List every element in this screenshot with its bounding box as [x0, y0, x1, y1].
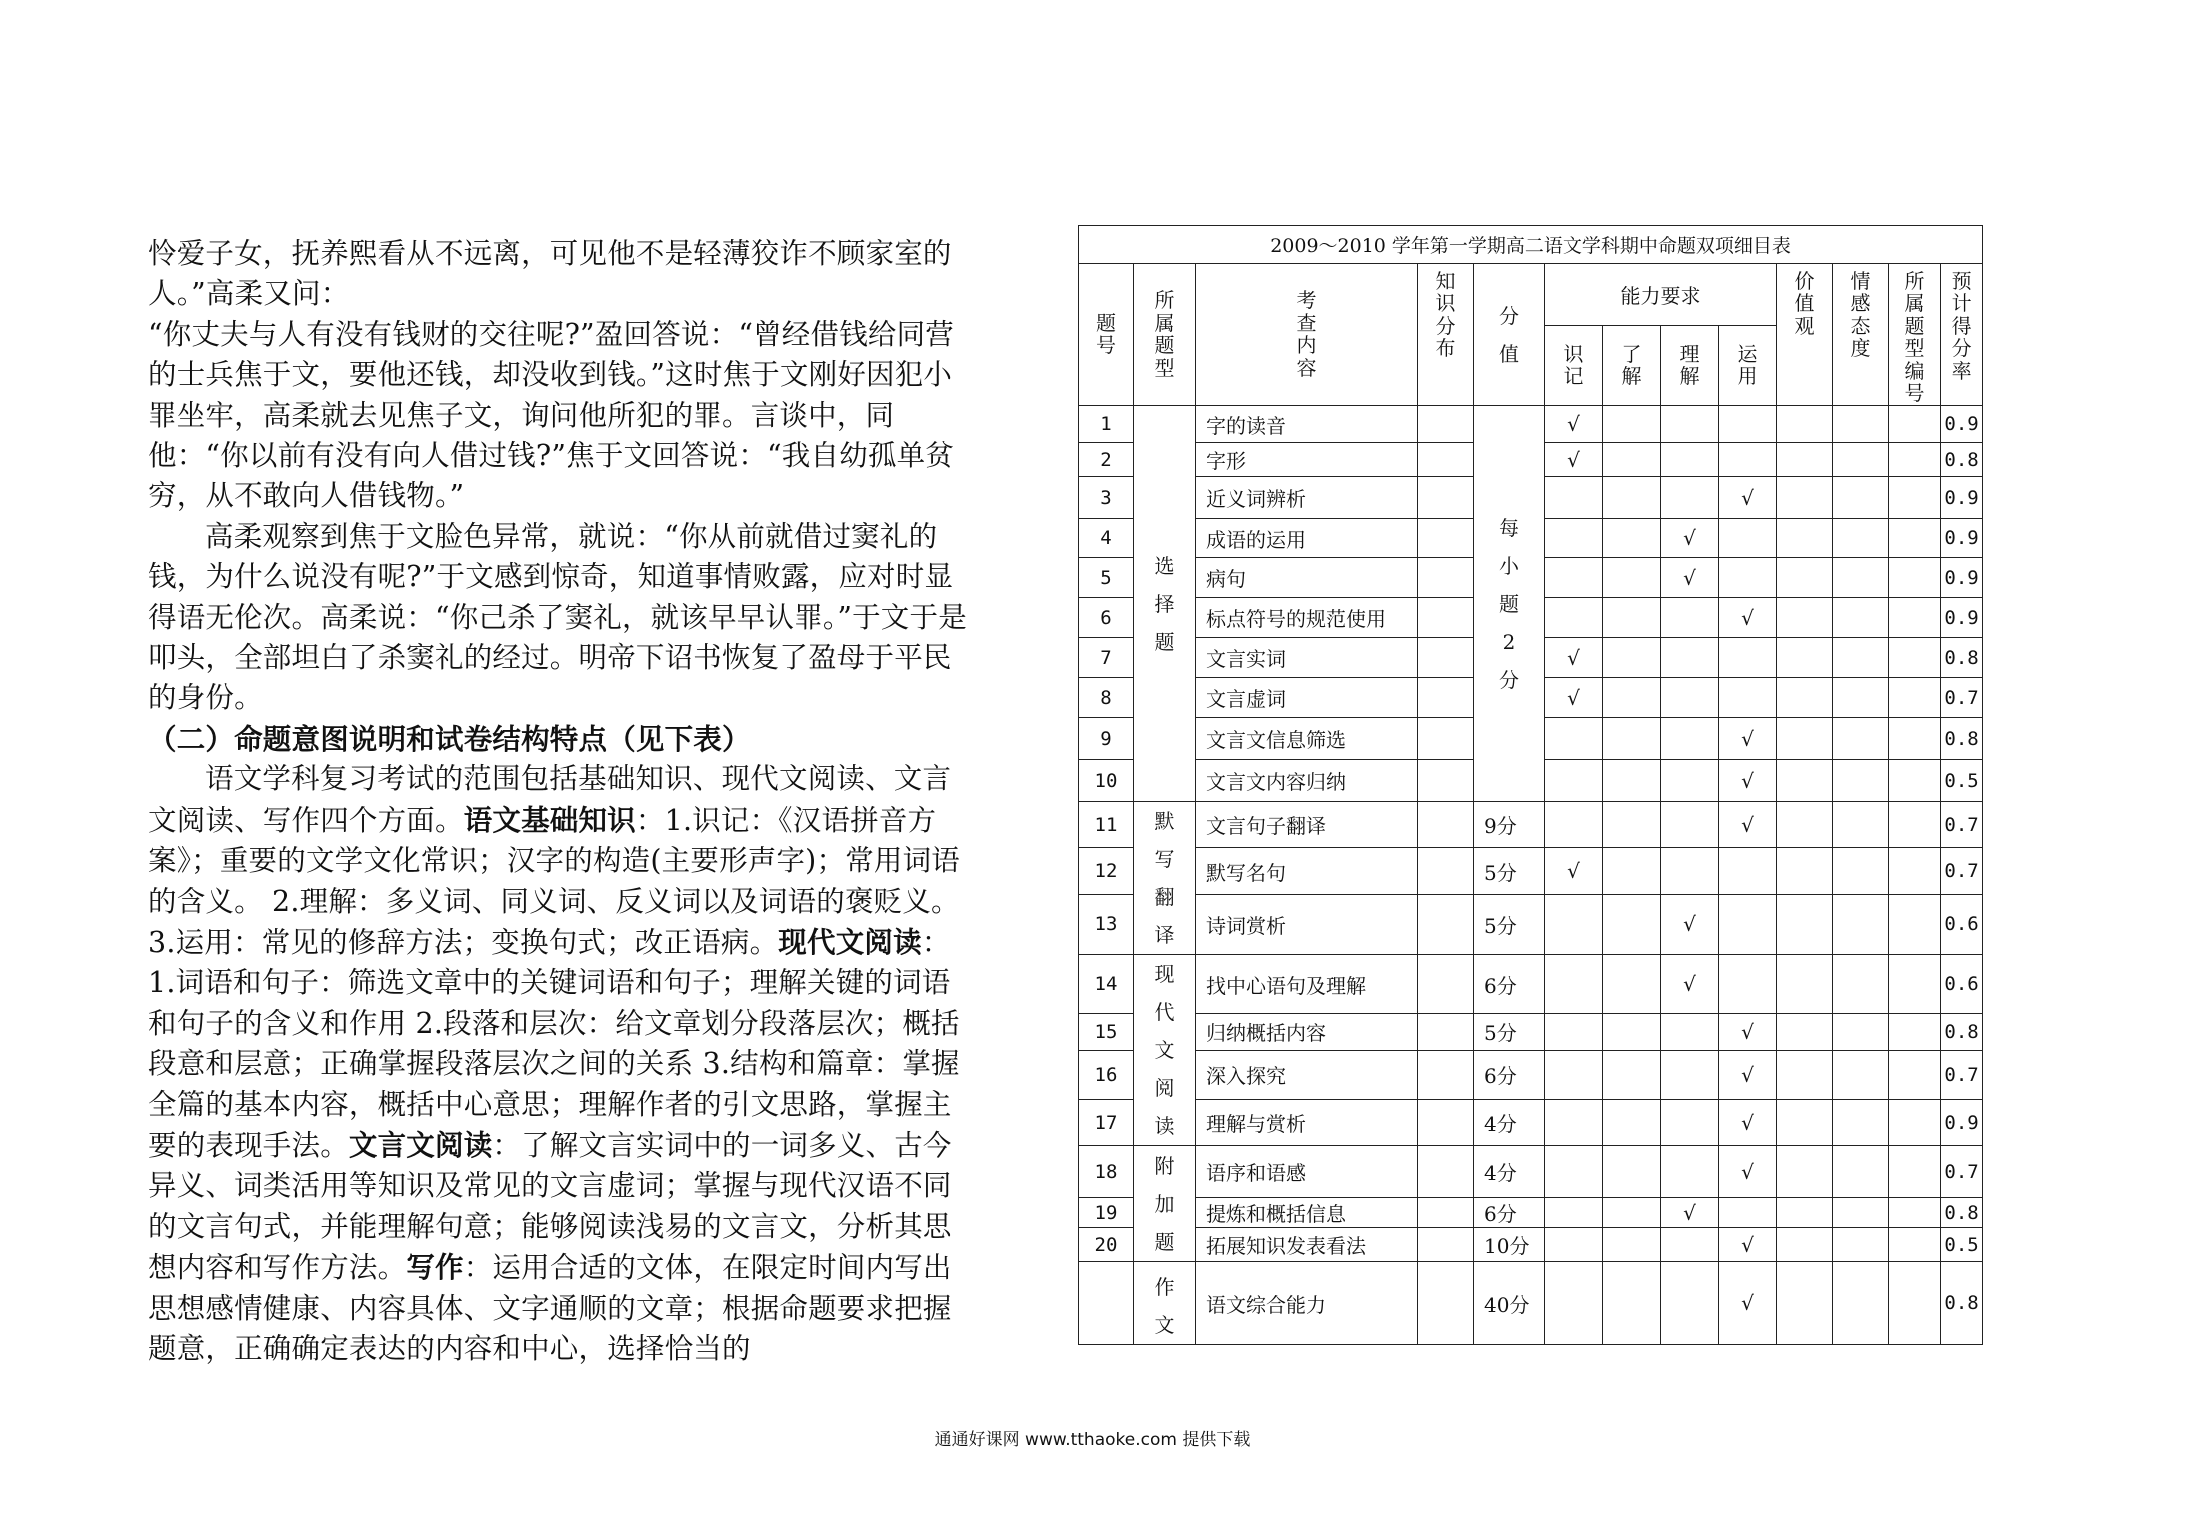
p4-bold-basic: 语文基础知识: [463, 802, 636, 837]
row-score: 6分: [1474, 955, 1545, 1014]
row-ability-know: [1603, 598, 1661, 638]
row-ability-recall: [1545, 955, 1603, 1014]
row-ability-recall: √: [1545, 638, 1603, 678]
row-num: 7: [1079, 638, 1134, 678]
row-values: [1777, 1228, 1833, 1262]
row-ability-understand: [1661, 718, 1719, 760]
row-expected-rate: 0.8: [1941, 1013, 1983, 1050]
row-ability-apply: [1719, 678, 1777, 718]
group-label: 默写翻译: [1154, 809, 1175, 948]
row-num: 4: [1079, 519, 1134, 558]
row-expected-rate: 0.6: [1941, 955, 1983, 1014]
row-ability-understand: √: [1661, 1198, 1719, 1228]
row-emotion: [1833, 638, 1889, 678]
row-emotion: [1833, 678, 1889, 718]
row-num: 5: [1079, 558, 1134, 598]
row-values: [1777, 848, 1833, 894]
table-row: [1079, 406, 1983, 443]
group-label: 选择题: [1154, 553, 1175, 654]
row-type-code: [1889, 443, 1941, 477]
row-ability-know: [1603, 1228, 1661, 1262]
row-ability-recall: [1545, 1100, 1603, 1146]
row-score: 4分: [1474, 1146, 1545, 1198]
row-knowledge: [1418, 598, 1474, 638]
row-knowledge: [1418, 848, 1474, 894]
row-values: [1777, 477, 1833, 519]
row-emotion: [1833, 1198, 1889, 1228]
row-num: 12: [1079, 848, 1134, 894]
row-score: 5分: [1474, 894, 1545, 954]
row-ability-recall: [1545, 1198, 1603, 1228]
row-ability-recall: [1545, 558, 1603, 598]
header-understand: 理解: [1661, 326, 1719, 406]
row-ability-recall: [1545, 1262, 1603, 1345]
row-ability-recall: [1545, 477, 1603, 519]
row-content: 文言文信息筛选: [1196, 718, 1418, 760]
row-ability-know: [1603, 678, 1661, 718]
row-knowledge: [1418, 678, 1474, 718]
row-emotion: [1833, 1013, 1889, 1050]
group-label: 作文: [1154, 1275, 1175, 1338]
row-type-code: [1889, 638, 1941, 678]
row-ability-recall: √: [1545, 848, 1603, 894]
row-ability-apply: [1719, 558, 1777, 598]
spec-table: [1078, 225, 1983, 1345]
row-expected-rate: 0.8: [1941, 1198, 1983, 1228]
row-ability-recall: √: [1545, 406, 1603, 443]
table-row: [1079, 1146, 1983, 1198]
row-type-code: [1889, 802, 1941, 848]
row-ability-know: [1603, 1100, 1661, 1146]
row-content: 找中心语句及理解: [1196, 955, 1418, 1014]
row-content: 病句: [1196, 558, 1418, 598]
row-emotion: [1833, 718, 1889, 760]
row-values: [1777, 1100, 1833, 1146]
row-content: 理解与赏析: [1196, 1100, 1418, 1146]
row-expected-rate: 0.5: [1941, 760, 1983, 802]
row-knowledge: [1418, 1100, 1474, 1146]
row-type-code: [1889, 519, 1941, 558]
p4-bold-classical: 文言文阅读: [348, 1127, 493, 1162]
row-num: 11: [1079, 802, 1134, 848]
row-ability-recall: [1545, 1050, 1603, 1100]
row-type-code: [1889, 1198, 1941, 1228]
row-ability-recall: [1545, 598, 1603, 638]
p4-text-a: 语文学科复习考试的范围包括基础知识、现代文阅读、文言文阅读、写作四个方面。: [148, 762, 952, 837]
row-values: [1777, 1198, 1833, 1228]
row-content: 近义词辨析: [1196, 477, 1418, 519]
row-knowledge: [1418, 1050, 1474, 1100]
row-ability-apply: [1719, 406, 1777, 443]
row-num: 6: [1079, 598, 1134, 638]
header-num: 题号: [1079, 264, 1134, 406]
row-type-code: [1889, 477, 1941, 519]
row-ability-recall: √: [1545, 678, 1603, 718]
header-content: 考查内容: [1196, 264, 1418, 406]
row-ability-recall: [1545, 802, 1603, 848]
row-ability-know: [1603, 406, 1661, 443]
row-values: [1777, 718, 1833, 760]
row-values: [1777, 1050, 1833, 1100]
row-ability-know: [1603, 802, 1661, 848]
section-heading: （二）命题意图说明和试卷结构特点（见下表）: [148, 721, 751, 756]
merged-score-label: 每小题2分: [1499, 515, 1519, 692]
row-group-type: [1134, 955, 1196, 1146]
row-ability-apply: [1719, 519, 1777, 558]
row-emotion: [1833, 598, 1889, 638]
table-row: [1079, 1100, 1983, 1146]
row-type-code: [1889, 718, 1941, 760]
row-num: 14: [1079, 955, 1134, 1014]
row-ability-know: [1603, 1146, 1661, 1198]
row-values: [1777, 678, 1833, 718]
row-ability-know: [1603, 718, 1661, 760]
row-content: 文言虚词: [1196, 678, 1418, 718]
row-ability-know: [1603, 443, 1661, 477]
row-knowledge: [1418, 894, 1474, 954]
row-ability-apply: √: [1719, 598, 1777, 638]
row-ability-understand: [1661, 406, 1719, 443]
row-knowledge: [1418, 1146, 1474, 1198]
row-score: 5分: [1474, 1013, 1545, 1050]
row-knowledge: [1418, 638, 1474, 678]
row-expected-rate: 0.9: [1941, 558, 1983, 598]
table-row: [1079, 1013, 1983, 1050]
row-content: 语文综合能力: [1196, 1262, 1418, 1345]
row-type-code: [1889, 848, 1941, 894]
row-knowledge: [1418, 477, 1474, 519]
row-content: 成语的运用: [1196, 519, 1418, 558]
row-expected-rate: 0.7: [1941, 678, 1983, 718]
row-ability-understand: [1661, 760, 1719, 802]
row-score: 6分: [1474, 1050, 1545, 1100]
row-expected-rate: 0.9: [1941, 477, 1983, 519]
header-score: 分值: [1474, 264, 1545, 406]
row-content: 拓展知识发表看法: [1196, 1228, 1418, 1262]
group-label: 附加题: [1154, 1153, 1175, 1254]
row-ability-recall: [1545, 1013, 1603, 1050]
row-expected-rate: 0.7: [1941, 1050, 1983, 1100]
row-values: [1777, 760, 1833, 802]
table-row: [1079, 1198, 1983, 1228]
row-knowledge: [1418, 1198, 1474, 1228]
row-ability-understand: [1661, 678, 1719, 718]
p4-bold-modern: 现代文阅读: [778, 924, 922, 959]
row-ability-understand: [1661, 477, 1719, 519]
row-expected-rate: 0.7: [1941, 848, 1983, 894]
row-ability-recall: [1545, 718, 1603, 760]
row-ability-understand: [1661, 1146, 1719, 1198]
row-ability-apply: √: [1719, 1100, 1777, 1146]
table-row: [1079, 894, 1983, 954]
row-values: [1777, 638, 1833, 678]
row-ability-apply: √: [1719, 477, 1777, 519]
row-emotion: [1833, 519, 1889, 558]
row-content: 诗词赏析: [1196, 894, 1418, 954]
row-ability-apply: [1719, 894, 1777, 954]
row-emotion: [1833, 558, 1889, 598]
row-num: 10: [1079, 760, 1134, 802]
row-type-code: [1889, 678, 1941, 718]
row-ability-apply: [1719, 443, 1777, 477]
table-row: [1079, 1050, 1983, 1100]
row-type-code: [1889, 406, 1941, 443]
row-expected-rate: 0.8: [1941, 718, 1983, 760]
row-score: 5分: [1474, 848, 1545, 894]
table-title: 2009～2010 学年第一学期高二语文学科期中命题双项细目表: [1079, 226, 1983, 264]
row-ability-apply: √: [1719, 1228, 1777, 1262]
row-num: 8: [1079, 678, 1134, 718]
paragraph-3: 高柔观察到焦于文脸色异常，就说：“你从前就借过窦礼的钱，为什么说没有呢?”于文感到惊奇，知道事情败露，应对时显得语无伦次。高柔说：“你己杀了窦礼，就该早早认罪。”于文于是叩头，全部坦白了杀窦礼的经过。明帝下诏书恢复了盈母于平民的身份。: [148, 519, 967, 715]
row-ability-recall: [1545, 894, 1603, 954]
row-type-code: [1889, 894, 1941, 954]
row-type-code: [1889, 1228, 1941, 1262]
row-ability-recall: [1545, 1146, 1603, 1198]
header-emotion: 情感态度: [1833, 264, 1889, 406]
row-knowledge: [1418, 1228, 1474, 1262]
row-num: 20: [1079, 1228, 1134, 1262]
row-values: [1777, 894, 1833, 954]
row-ability-understand: [1661, 1050, 1719, 1100]
table-row: [1079, 848, 1983, 894]
row-ability-understand: √: [1661, 558, 1719, 598]
row-content: 提炼和概括信息: [1196, 1198, 1418, 1228]
row-emotion: [1833, 406, 1889, 443]
row-group-type: [1134, 1146, 1196, 1262]
row-emotion: [1833, 1050, 1889, 1100]
row-ability-know: [1603, 848, 1661, 894]
row-ability-apply: √: [1719, 1262, 1777, 1345]
header-know: 了解: [1603, 326, 1661, 406]
row-values: [1777, 955, 1833, 1014]
row-emotion: [1833, 760, 1889, 802]
row-num: 19: [1079, 1198, 1134, 1228]
paragraph-1: 怜爱子女，抚养熙看从不远离，可见他不是轻薄狡诈不顾家室的人。”高柔又问：: [148, 237, 952, 311]
row-values: [1777, 558, 1833, 598]
row-ability-apply: √: [1719, 802, 1777, 848]
row-emotion: [1833, 802, 1889, 848]
p4-text-g: ：了解文言实词中的一词多义、古今异义、词类活用等知识及常见的文言虚词；掌握与现代汉语不同的文言句式，并能理解句意；能够阅读浅易的文言文，分析其思想内容和写作方法。: [148, 1128, 952, 1285]
row-group-type: [1134, 802, 1196, 955]
row-score: 6分: [1474, 1198, 1545, 1228]
row-num: 9: [1079, 718, 1134, 760]
row-values: [1777, 519, 1833, 558]
row-content: 标点符号的规范使用: [1196, 598, 1418, 638]
row-ability-know: [1603, 1050, 1661, 1100]
p4-text-c: ：1.识记：《汉语拼音方案》；重要的文学文化常识；汉字的构造(主要形声字)；常用词语的含义。 2.理解：多义词、同义词、反义词以及词语的褒贬义。 3.运用：常见的修辞方法；变换句式；改正语病。: [148, 803, 960, 959]
header-knowledge: 知识分布: [1418, 264, 1474, 406]
row-type-code: [1889, 1013, 1941, 1050]
row-ability-know: [1603, 894, 1661, 954]
row-content: 语序和语感: [1196, 1146, 1418, 1198]
left-column-text: [148, 234, 978, 1369]
row-ability-know: [1603, 1198, 1661, 1228]
row-knowledge: [1418, 443, 1474, 477]
header-values: 价值观: [1777, 264, 1833, 406]
row-expected-rate: 0.8: [1941, 1262, 1983, 1345]
row-ability-apply: √: [1719, 718, 1777, 760]
row-num: 1: [1079, 406, 1134, 443]
footer: 通通好课网 www.tthaoke.com 提供下载: [934, 1430, 1251, 1450]
row-expected-rate: 0.7: [1941, 1146, 1983, 1198]
row-score-merged: [1474, 406, 1545, 802]
row-ability-understand: [1661, 1013, 1719, 1050]
header-recall: 识记: [1545, 326, 1603, 406]
header-type-code: 所属题型编号: [1889, 264, 1941, 406]
table-body: [1079, 406, 1983, 1345]
row-ability-understand: [1661, 638, 1719, 678]
row-expected-rate: 0.9: [1941, 1100, 1983, 1146]
row-score: 4分: [1474, 1100, 1545, 1146]
row-emotion: [1833, 1262, 1889, 1345]
row-type-code: [1889, 558, 1941, 598]
row-type-code: [1889, 598, 1941, 638]
row-ability-recall: √: [1545, 443, 1603, 477]
row-ability-understand: [1661, 443, 1719, 477]
row-values: [1777, 598, 1833, 638]
row-knowledge: [1418, 1262, 1474, 1345]
row-expected-rate: 0.6: [1941, 894, 1983, 954]
row-ability-recall: [1545, 519, 1603, 558]
row-ability-know: [1603, 638, 1661, 678]
row-knowledge: [1418, 519, 1474, 558]
row-ability-apply: [1719, 1198, 1777, 1228]
header-apply: 运用: [1719, 326, 1777, 406]
row-ability-know: [1603, 519, 1661, 558]
row-ability-apply: [1719, 638, 1777, 678]
row-expected-rate: 0.8: [1941, 638, 1983, 678]
row-emotion: [1833, 1146, 1889, 1198]
row-type-code: [1889, 955, 1941, 1014]
row-content: 文言句子翻译: [1196, 802, 1418, 848]
row-ability-apply: √: [1719, 1013, 1777, 1050]
row-ability-apply: [1719, 848, 1777, 894]
row-emotion: [1833, 1100, 1889, 1146]
table-row: [1079, 1262, 1983, 1345]
row-score: 10分: [1474, 1228, 1545, 1262]
row-content: 文言实词: [1196, 638, 1418, 678]
row-score: 9分: [1474, 802, 1545, 848]
row-ability-recall: [1545, 760, 1603, 802]
row-emotion: [1833, 955, 1889, 1014]
row-emotion: [1833, 894, 1889, 954]
row-type-code: [1889, 1100, 1941, 1146]
row-ability-know: [1603, 955, 1661, 1014]
row-knowledge: [1418, 718, 1474, 760]
row-ability-understand: [1661, 1100, 1719, 1146]
row-knowledge: [1418, 955, 1474, 1014]
row-content: 字形: [1196, 443, 1418, 477]
header-type: 所属题型: [1134, 264, 1196, 406]
row-values: [1777, 1013, 1833, 1050]
row-values: [1777, 1262, 1833, 1345]
row-ability-apply: √: [1719, 1146, 1777, 1198]
row-expected-rate: 0.5: [1941, 1228, 1983, 1262]
row-num: 3: [1079, 477, 1134, 519]
row-values: [1777, 443, 1833, 477]
p4-bold-writing: 写作: [406, 1250, 464, 1285]
row-num: 16: [1079, 1050, 1134, 1100]
row-ability-understand: [1661, 598, 1719, 638]
p4-text-i: ：运用合适的文体，在限定时间内写出思想感情健康、内容具体、文字通顺的文章；根据命题要求把握题意，正确确定表达的内容和中心，选择恰当的: [148, 1251, 952, 1365]
row-expected-rate: 0.9: [1941, 406, 1983, 443]
paragraph-4: [148, 759, 978, 1369]
row-ability-understand: √: [1661, 894, 1719, 954]
row-group-type: [1134, 406, 1196, 802]
row-expected-rate: 0.8: [1941, 443, 1983, 477]
row-type-code: [1889, 1146, 1941, 1198]
row-content: 字的读音: [1196, 406, 1418, 443]
table-row: [1079, 1228, 1983, 1262]
row-emotion: [1833, 443, 1889, 477]
row-type-code: [1889, 1262, 1941, 1345]
row-type-code: [1889, 1050, 1941, 1100]
row-emotion: [1833, 848, 1889, 894]
row-ability-apply: [1719, 955, 1777, 1014]
p4-text-e: ：1.词语和句子：筛选文章中的关键词语和句子；理解关键的词语和句子的含义和作用 2.段落和层次：给文章划分段落层次；概括段意和层意；正确掌握段落层次之间的关系 3.结构和篇章：掌握全篇的基本内容，概括中心意思；理解作者的引文思路，掌握主要的表现手法。: [148, 925, 960, 1162]
row-type-code: [1889, 760, 1941, 802]
row-ability-understand: [1661, 1228, 1719, 1262]
row-knowledge: [1418, 558, 1474, 598]
row-content: 文言文内容归纳: [1196, 760, 1418, 802]
row-ability-know: [1603, 1262, 1661, 1345]
row-ability-understand: √: [1661, 519, 1719, 558]
table-row: [1079, 802, 1983, 848]
row-num: 13: [1079, 894, 1134, 954]
header-expected-rate: 预计得分率: [1941, 264, 1983, 406]
row-num: 2: [1079, 443, 1134, 477]
row-expected-rate: 0.7: [1941, 802, 1983, 848]
row-num: [1079, 1262, 1134, 1345]
row-ability-understand: √: [1661, 955, 1719, 1014]
row-num: 18: [1079, 1146, 1134, 1198]
row-emotion: [1833, 477, 1889, 519]
row-ability-know: [1603, 477, 1661, 519]
row-content: 归纳概括内容: [1196, 1013, 1418, 1050]
table-row: [1079, 955, 1983, 1014]
row-ability-apply: √: [1719, 760, 1777, 802]
row-content: 深入探究: [1196, 1050, 1418, 1100]
row-ability-apply: √: [1719, 1050, 1777, 1100]
row-ability-know: [1603, 1013, 1661, 1050]
group-label: 现代文阅读: [1154, 962, 1175, 1139]
row-values: [1777, 802, 1833, 848]
row-emotion: [1833, 1228, 1889, 1262]
row-knowledge: [1418, 1013, 1474, 1050]
header-ability: 能力要求: [1545, 264, 1777, 326]
row-ability-understand: [1661, 1262, 1719, 1345]
row-content: 默写名句: [1196, 848, 1418, 894]
row-expected-rate: 0.9: [1941, 519, 1983, 558]
row-knowledge: [1418, 802, 1474, 848]
row-ability-recall: [1545, 1228, 1603, 1262]
row-knowledge: [1418, 406, 1474, 443]
row-ability-know: [1603, 558, 1661, 598]
row-knowledge: [1418, 760, 1474, 802]
row-values: [1777, 1146, 1833, 1198]
row-ability-know: [1603, 760, 1661, 802]
row-group-type: [1134, 1262, 1196, 1345]
row-num: 17: [1079, 1100, 1134, 1146]
paragraph-2: “你丈夫与人有没有钱财的交往呢?”盈回答说：“曾经借钱给同营的士兵焦于文，要他还钱，却没收到钱。”这时焦于文刚好因犯小罪坐牢，高柔就去见焦子文，询问他所犯的罪。言谈中，同他：“你以前有没有向人借过钱?”焦于文回答说：“我自幼孤单贫穷，从不敢向人借钱物。”: [148, 317, 954, 513]
row-num: 15: [1079, 1013, 1134, 1050]
row-values: [1777, 406, 1833, 443]
row-ability-understand: [1661, 848, 1719, 894]
row-score: 40分: [1474, 1262, 1545, 1345]
row-ability-understand: [1661, 802, 1719, 848]
row-expected-rate: 0.9: [1941, 598, 1983, 638]
